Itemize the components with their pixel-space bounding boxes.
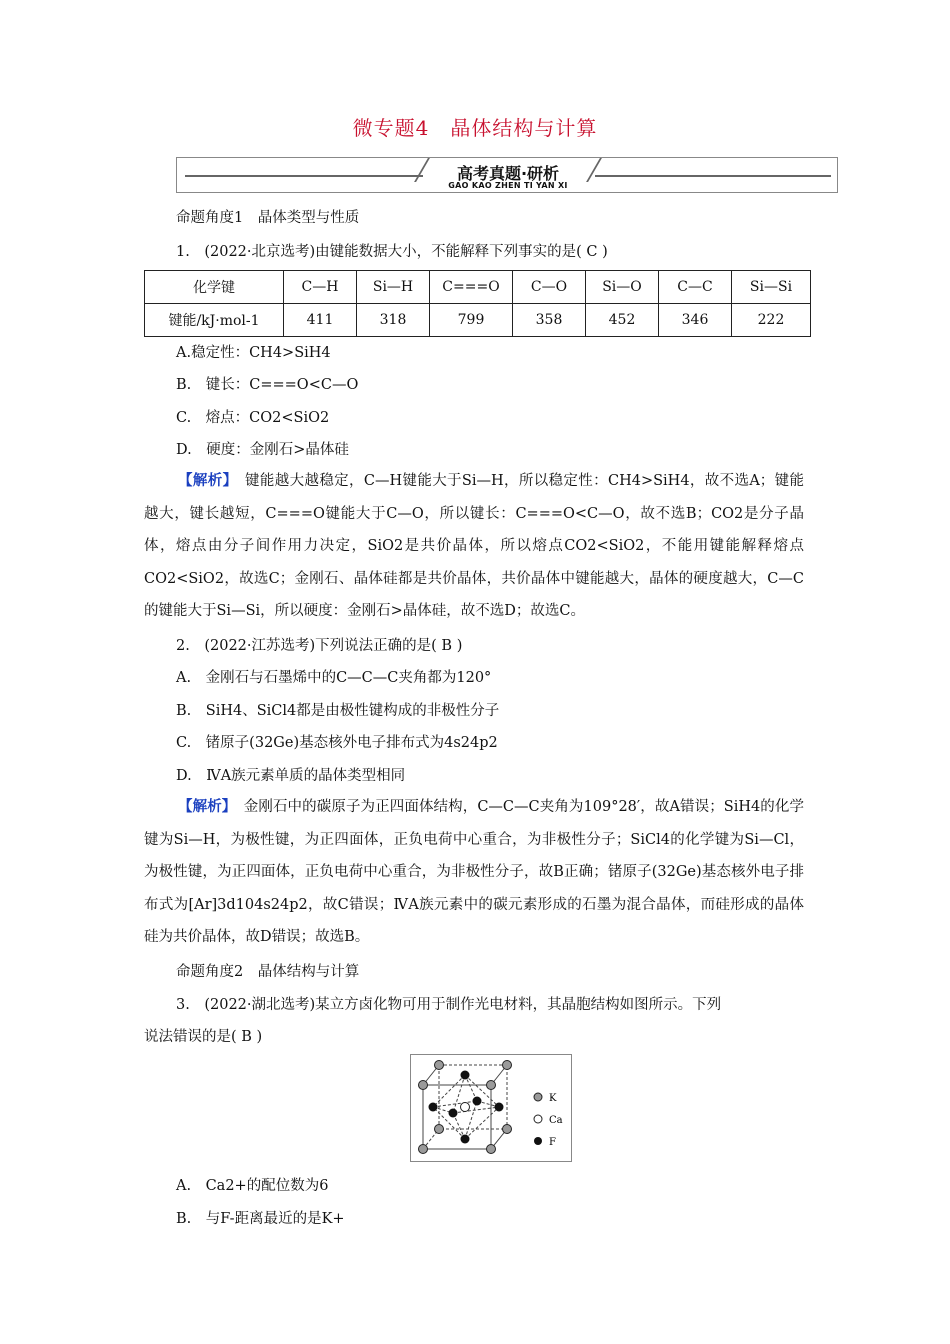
- cell-back-face: [439, 1065, 507, 1129]
- table-row: [145, 304, 811, 337]
- bond-energy-table: [144, 270, 811, 337]
- q2-option-d: D. ⅣA族元素单质的晶体类型相同: [176, 768, 406, 784]
- k-atom: [435, 1061, 444, 1070]
- q3-option-a: A. Ca2+的配位数为6: [176, 1178, 329, 1194]
- q1-analysis-text: 键能越大越稳定，C—H键能大于Si—H，所以稳定性：CH4>SiH4，故不选A；键能越大，键长越短，C===O键能大于C—O，所以键长：C===O<C—O，故不选B；CO2是分子晶体，熔点由分子间作用力决定，SiO2是共价晶体，所以熔点CO2<SiO2，不能用键能解释熔点CO2<SiO2，故选C；金刚石、晶体硅都是共价晶体，共价晶体中键能越大，晶体的硬度越大，C—C的键能大于Si—Si，所以硬度：金刚石>晶体硅，故不选D；故选C。: [144, 473, 805, 619]
- table-cell: 346: [659, 304, 732, 337]
- banner-pinyin: GAO KAO ZHEN TI YAN XI: [448, 181, 568, 190]
- legend-f-label: F: [549, 1137, 556, 1148]
- q1-option-b: B. 键长：C===O<C—O: [176, 377, 359, 393]
- k-atom: [487, 1145, 496, 1154]
- table-cell: C—H: [284, 271, 357, 304]
- analysis-tag: 【解析】: [178, 798, 230, 815]
- q3-stem-line1: 3. (2022·湖北选考)某立方卤化物可用于制作光电材料，其晶胞结构如图所示。下列: [176, 997, 722, 1013]
- k-atom: [419, 1145, 428, 1154]
- section-banner: [176, 157, 838, 193]
- q1-analysis: [144, 465, 804, 628]
- table-cell: Si—Si: [732, 271, 811, 304]
- q1-stem: 1. (2022·北京选考)由键能数据大小，不能解释下列事实的是( C ): [176, 244, 608, 260]
- table-cell: Si—H: [357, 271, 430, 304]
- k-atom: [419, 1081, 428, 1090]
- f-atom: [449, 1109, 458, 1118]
- page-title: 微专题4 晶体结构与计算: [352, 116, 598, 140]
- table-cell: 318: [357, 304, 430, 337]
- table-cell: Si—O: [586, 271, 659, 304]
- k-atom: [503, 1125, 512, 1134]
- table-row-header: 化学键: [145, 271, 284, 304]
- q3-option-b: B. 与F-距离最近的是K+: [176, 1211, 345, 1227]
- table-cell: 452: [586, 304, 659, 337]
- q2-option-c: C. 锗原子(32Ge)基态核外电子排布式为4s24p2: [176, 735, 498, 751]
- table-cell: C—O: [513, 271, 586, 304]
- cell-front-face: [423, 1085, 491, 1149]
- f-atom: [429, 1103, 438, 1112]
- f-atom: [461, 1135, 470, 1144]
- analysis-tag: 【解析】: [178, 472, 231, 489]
- table-cell: 358: [513, 304, 586, 337]
- q2-analysis-text: 金刚石中的碳原子为正四面体结构，C—C—C夹角为109°28′，故A错误；SiH4的化学键为Si—H，为极性键，为正四面体，正负电荷中心重合，为非极性分子；SiCl4的化学键为Si—Cl，为极性键，为正四面体，正负电荷中心重合，为非极性分子，故B正确；锗原子(32Ge)基态核外电子排布式为[Ar]3d104s24p2，故C错误；ⅣA族元素中的碳元素形成的石墨为混合晶体，而硅形成的晶体硅为共价晶体，故D错误；故选B。: [144, 799, 804, 945]
- table-cell: C===O: [430, 271, 513, 304]
- table-row: [145, 271, 811, 304]
- crystal-cell-figure: [410, 1054, 572, 1162]
- banner-tab: [425, 161, 591, 189]
- q1-option-d: D. 硬度：金刚石>晶体硅: [176, 442, 349, 458]
- table-cell: 222: [732, 304, 811, 337]
- q1-option-a: A.稳定性：CH4>SiH4: [176, 345, 331, 361]
- f-atom: [473, 1097, 482, 1106]
- banner-rule-left: [185, 175, 423, 177]
- f-atom: [495, 1103, 504, 1112]
- angle-2-heading: 命题角度2 晶体结构与计算: [176, 964, 360, 980]
- q2-stem: 2. (2022·江苏选考)下列说法正确的是( B ): [176, 638, 463, 654]
- ca-atom: [461, 1103, 470, 1112]
- q3-stem-line2: 说法错误的是( B ): [144, 1029, 263, 1045]
- k-atom: [487, 1081, 496, 1090]
- legend-k-marker: [534, 1093, 542, 1101]
- unit-cell-diagram: [411, 1055, 571, 1161]
- table-cell: 799: [430, 304, 513, 337]
- q1-option-c: C. 熔点：CO2<SiO2: [176, 410, 330, 426]
- legend-k-label: K: [549, 1093, 557, 1104]
- angle-1-heading: 命题角度1 晶体类型与性质: [176, 210, 360, 226]
- banner-rule-right: [595, 175, 831, 177]
- q2-analysis: [144, 791, 804, 954]
- f-atom: [461, 1071, 470, 1080]
- legend-ca-marker: [534, 1115, 542, 1123]
- table-cell: C—C: [659, 271, 732, 304]
- k-atom: [435, 1125, 444, 1134]
- k-atom: [503, 1061, 512, 1070]
- table-row-header: 键能/kJ·mol-1: [145, 304, 284, 337]
- octahedron-edge: [453, 1107, 499, 1113]
- banner-heading: 高考真题·研析: [456, 164, 560, 183]
- legend-ca-label: Ca: [549, 1115, 563, 1126]
- q2-option-b: B. SiH4、SiCl4都是由极性键构成的非极性分子: [176, 703, 500, 719]
- q2-option-a: A. 金刚石与石墨烯中的C—C—C夹角都为120°: [176, 670, 492, 686]
- table-cell: 411: [284, 304, 357, 337]
- legend-f-marker: [534, 1137, 542, 1145]
